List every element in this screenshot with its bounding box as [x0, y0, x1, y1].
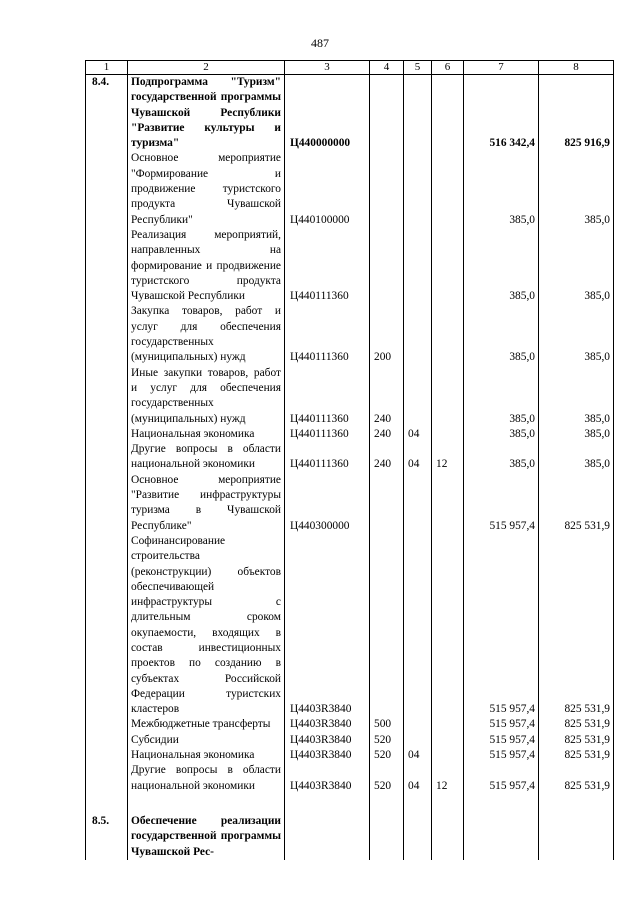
amount-year-2: 825 916,9	[539, 75, 614, 152]
subsection-code	[432, 534, 464, 718]
table-row	[86, 814, 614, 860]
section-code	[404, 814, 432, 860]
row-spacer	[86, 794, 614, 814]
expense-type-code: 200	[370, 304, 404, 365]
row-number	[86, 304, 128, 365]
row-number	[86, 151, 128, 227]
amount-year-1: 385,0	[464, 151, 539, 227]
target-article-code: Ц4403R3840	[285, 763, 370, 794]
table-row	[86, 304, 614, 365]
column-number-header	[86, 61, 614, 75]
row-number	[86, 763, 128, 794]
amount-year-1: 515 957,4	[464, 733, 539, 748]
row-name: Подпрограмма "Туризм" государственной программы Чувашской Республики "Развитие культуры и туризма"	[128, 75, 285, 152]
amount-year-1: 385,0	[464, 304, 539, 365]
amount-year-2: 825 531,9	[539, 473, 614, 534]
table-row	[86, 228, 614, 304]
section-code	[404, 473, 432, 534]
section-code	[404, 228, 432, 304]
table-row	[86, 75, 614, 152]
row-name: Иные закупки товаров, работ и услуг для обеспечения государственных (муниципальных) нужд	[128, 366, 285, 427]
column-number: 2	[128, 61, 285, 75]
expense-type-code	[370, 473, 404, 534]
row-number	[86, 748, 128, 763]
target-article-code: Ц440111360	[285, 228, 370, 304]
subsection-code	[432, 75, 464, 152]
row-name: Реализация мероприятий, направленных на формирование и продвижение туристского продукта Чувашской Республики	[128, 228, 285, 304]
amount-year-1: 515 957,4	[464, 534, 539, 718]
expense-type-code	[370, 151, 404, 227]
expense-type-code	[370, 534, 404, 718]
table-row	[86, 717, 614, 732]
row-number	[86, 427, 128, 442]
section-code	[404, 733, 432, 748]
row-name: Обеспечение реализации государственной программы Чувашской Рес-	[128, 814, 285, 860]
section-code: 04	[404, 442, 432, 473]
target-article-code: Ц440111360	[285, 366, 370, 427]
table-row	[86, 427, 614, 442]
row-name: Субсидии	[128, 733, 285, 748]
column-number: 3	[285, 61, 370, 75]
target-article-code: Ц440000000	[285, 75, 370, 152]
row-name: Национальная экономика	[128, 427, 285, 442]
amount-year-1: 385,0	[464, 228, 539, 304]
subsection-code	[432, 717, 464, 732]
expense-type-code: 240	[370, 427, 404, 442]
expense-type-code	[370, 228, 404, 304]
subsection-code: 12	[432, 442, 464, 473]
subsection-code	[432, 151, 464, 227]
row-name: Межбюджетные трансферты	[128, 717, 285, 732]
section-code	[404, 304, 432, 365]
amount-year-2	[539, 814, 614, 860]
subsection-code	[432, 366, 464, 427]
row-number: 8.5.	[86, 814, 128, 860]
expense-type-code: 240	[370, 366, 404, 427]
row-number	[86, 228, 128, 304]
amount-year-1	[464, 814, 539, 860]
row-name: Закупка товаров, работ и услуг для обеспечения государственных (муниципальных) нужд	[128, 304, 285, 365]
subsection-code	[432, 733, 464, 748]
target-article-code: Ц440111360	[285, 304, 370, 365]
amount-year-1: 515 957,4	[464, 748, 539, 763]
row-name: Национальная экономика	[128, 748, 285, 763]
table-row	[86, 366, 614, 427]
column-number: 6	[432, 61, 464, 75]
expense-type-code: 500	[370, 717, 404, 732]
section-code	[404, 366, 432, 427]
expense-type-code: 520	[370, 763, 404, 794]
amount-year-2: 825 531,9	[539, 763, 614, 794]
target-article-code: Ц4403R3840	[285, 717, 370, 732]
section-code: 04	[404, 763, 432, 794]
table-row	[86, 473, 614, 534]
section-code	[404, 151, 432, 227]
amount-year-2: 825 531,9	[539, 534, 614, 718]
amount-year-1: 515 957,4	[464, 473, 539, 534]
subsection-code	[432, 814, 464, 860]
row-name: Другие вопросы в области национальной экономики	[128, 442, 285, 473]
column-number: 4	[370, 61, 404, 75]
target-article-code: Ц4403R3840	[285, 534, 370, 718]
section-code: 04	[404, 748, 432, 763]
section-code	[404, 534, 432, 718]
target-article-code: Ц4403R3840	[285, 748, 370, 763]
amount-year-1: 515 957,4	[464, 717, 539, 732]
amount-year-1: 385,0	[464, 366, 539, 427]
amount-year-2: 825 531,9	[539, 717, 614, 732]
amount-year-1: 385,0	[464, 427, 539, 442]
column-number: 7	[464, 61, 539, 75]
row-number	[86, 534, 128, 718]
section-code: 04	[404, 427, 432, 442]
target-article-code: Ц440111360	[285, 442, 370, 473]
amount-year-2: 825 531,9	[539, 733, 614, 748]
target-article-code: Ц440100000	[285, 151, 370, 227]
subsection-code	[432, 304, 464, 365]
section-code	[404, 75, 432, 152]
expense-type-code: 520	[370, 748, 404, 763]
column-number: 8	[539, 61, 614, 75]
amount-year-2: 385,0	[539, 427, 614, 442]
amount-year-2: 385,0	[539, 228, 614, 304]
amount-year-2: 385,0	[539, 151, 614, 227]
page-number: 487	[311, 36, 329, 50]
budget-table	[85, 60, 614, 860]
amount-year-2: 385,0	[539, 366, 614, 427]
target-article-code: Ц440111360	[285, 427, 370, 442]
row-number	[86, 366, 128, 427]
table-row	[86, 442, 614, 473]
target-article-code: Ц4403R3840	[285, 733, 370, 748]
row-number: 8.4.	[86, 75, 128, 152]
row-name: Софинансирование строительства (реконструкции) объектов обеспечивающей инфраструктуры с длительным сроком окупаемости, входящих в состав инвестиционных проектов по созданию в субъектах Российской Федерации туристских кластеров	[128, 534, 285, 718]
row-name: Основное мероприятие "Развитие инфраструктуры туризма в Чувашской Республике"	[128, 473, 285, 534]
amount-year-1: 515 957,4	[464, 763, 539, 794]
subsection-code: 12	[432, 763, 464, 794]
row-number	[86, 442, 128, 473]
column-number: 5	[404, 61, 432, 75]
table-row	[86, 733, 614, 748]
table-row	[86, 748, 614, 763]
row-number	[86, 733, 128, 748]
subsection-code	[432, 473, 464, 534]
row-number	[86, 473, 128, 534]
table-row	[86, 763, 614, 794]
subsection-code	[432, 748, 464, 763]
target-article-code	[285, 814, 370, 860]
section-code	[404, 717, 432, 732]
row-name: Основное мероприятие "Формирование и продвижение туристского продукта Чувашской Республики"	[128, 151, 285, 227]
row-name: Другие вопросы в области национальной экономики	[128, 763, 285, 794]
table-row	[86, 151, 614, 227]
expense-type-code: 520	[370, 733, 404, 748]
subsection-code	[432, 427, 464, 442]
table-body	[86, 75, 614, 860]
table-row	[86, 534, 614, 718]
subsection-code	[432, 228, 464, 304]
amount-year-2: 825 531,9	[539, 748, 614, 763]
row-number	[86, 717, 128, 732]
expense-type-code: 240	[370, 442, 404, 473]
amount-year-2: 385,0	[539, 442, 614, 473]
target-article-code: Ц440300000	[285, 473, 370, 534]
amount-year-1: 516 342,4	[464, 75, 539, 152]
amount-year-1: 385,0	[464, 442, 539, 473]
amount-year-2: 385,0	[539, 304, 614, 365]
column-number: 1	[86, 61, 128, 75]
expense-type-code	[370, 75, 404, 152]
expense-type-code	[370, 814, 404, 860]
